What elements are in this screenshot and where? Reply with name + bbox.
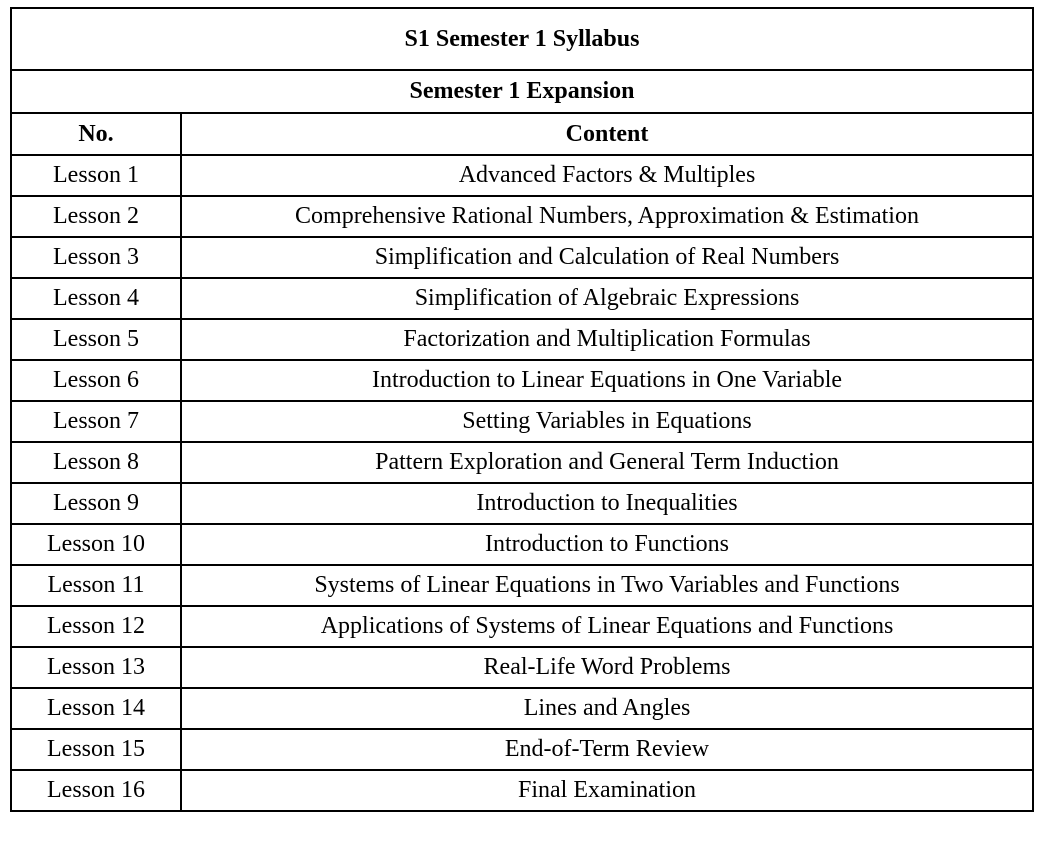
lesson-content: Simplification of Algebraic Expressions (181, 278, 1033, 319)
lesson-number: Lesson 8 (11, 442, 181, 483)
lesson-content: Real-Life Word Problems (181, 647, 1033, 688)
table-row (11, 442, 1033, 483)
table-row (11, 606, 1033, 647)
lesson-content: Factorization and Multiplication Formulas (181, 319, 1033, 360)
table-row (11, 278, 1033, 319)
table-row (11, 401, 1033, 442)
lesson-content: Systems of Linear Equations in Two Variables and Functions (181, 565, 1033, 606)
column-header-row (11, 113, 1033, 155)
lesson-content: Introduction to Inequalities (181, 483, 1033, 524)
table-row (11, 483, 1033, 524)
lesson-content: Introduction to Functions (181, 524, 1033, 565)
table-row (11, 319, 1033, 360)
lesson-content: Final Examination (181, 770, 1033, 811)
lesson-number: Lesson 4 (11, 278, 181, 319)
lesson-number: Lesson 3 (11, 237, 181, 278)
lesson-content: Setting Variables in Equations (181, 401, 1033, 442)
table-row (11, 770, 1033, 811)
lesson-number: Lesson 5 (11, 319, 181, 360)
lesson-number: Lesson 11 (11, 565, 181, 606)
lesson-content: Introduction to Linear Equations in One Variable (181, 360, 1033, 401)
lesson-number: Lesson 9 (11, 483, 181, 524)
table-row (11, 155, 1033, 196)
lesson-content: Pattern Exploration and General Term Induction (181, 442, 1033, 483)
table-row (11, 237, 1033, 278)
table-title: S1 Semester 1 Syllabus (11, 8, 1033, 70)
lesson-number: Lesson 6 (11, 360, 181, 401)
lesson-number: Lesson 7 (11, 401, 181, 442)
lesson-number: Lesson 13 (11, 647, 181, 688)
lesson-number: Lesson 10 (11, 524, 181, 565)
title-row (11, 8, 1033, 70)
lesson-content: Applications of Systems of Linear Equations and Functions (181, 606, 1033, 647)
table-row (11, 524, 1033, 565)
lesson-number: Lesson 1 (11, 155, 181, 196)
lesson-number: Lesson 14 (11, 688, 181, 729)
table-row (11, 196, 1033, 237)
lesson-number: Lesson 12 (11, 606, 181, 647)
lesson-number: Lesson 2 (11, 196, 181, 237)
column-header-content: Content (181, 113, 1033, 155)
lesson-number: Lesson 15 (11, 729, 181, 770)
lesson-content: Comprehensive Rational Numbers, Approximation & Estimation (181, 196, 1033, 237)
lesson-content: End-of-Term Review (181, 729, 1033, 770)
table-subtitle: Semester 1 Expansion (11, 70, 1033, 113)
lesson-content: Advanced Factors & Multiples (181, 155, 1033, 196)
lesson-content: Lines and Angles (181, 688, 1033, 729)
table-row (11, 565, 1033, 606)
column-header-no: No. (11, 113, 181, 155)
table-row (11, 360, 1033, 401)
lesson-content: Simplification and Calculation of Real Numbers (181, 237, 1033, 278)
table-row (11, 729, 1033, 770)
syllabus-body (11, 155, 1033, 811)
table-row (11, 688, 1033, 729)
subtitle-row (11, 70, 1033, 113)
lesson-number: Lesson 16 (11, 770, 181, 811)
syllabus-table (10, 7, 1034, 812)
cropped-text-above-table (10, 0, 1032, 4)
table-row (11, 647, 1033, 688)
